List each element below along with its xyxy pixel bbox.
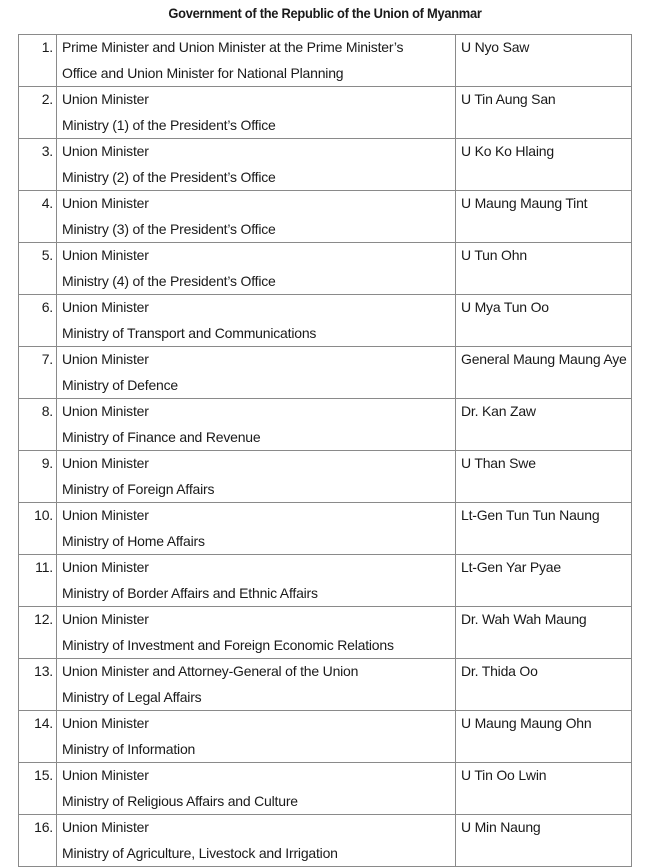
position-title: Union Minister [62,559,149,575]
ministry-name: Ministry (2) of the President’s Office [62,168,276,185]
minister-name: U Maung Maung Tint [456,191,632,243]
row-number: 5. [19,243,57,295]
table-row [19,347,632,399]
position-title: Union Minister [62,403,149,419]
table-row [19,191,632,243]
position-cell [57,243,456,295]
position-title: Union Minister [62,611,149,627]
row-number: 13. [19,659,57,711]
table-row [19,243,632,295]
position-title: Union Minister [62,247,149,263]
table-row [19,711,632,763]
row-number: 16. [19,815,57,867]
table-row [19,607,632,659]
minister-name: U Maung Maung Ohn [456,711,632,763]
position-cell [57,191,456,243]
table-row [19,815,632,867]
row-number: 1. [19,35,57,87]
position-title: Union Minister [62,195,149,211]
ministry-name: Ministry of Investment and Foreign Economic Relations [62,636,394,653]
ministry-name: Ministry of Religious Affairs and Culture [62,792,298,809]
table-row [19,87,632,139]
position-title: Union Minister [62,507,149,523]
ministry-name: Ministry (4) of the President’s Office [62,272,276,289]
ministry-name: Ministry (3) of the President’s Office [62,220,276,237]
position-cell [57,607,456,659]
ministry-name: Ministry of Transport and Communications [62,324,317,341]
table-row [19,35,632,87]
position-title: Prime Minister and Union Minister at the Prime Minister’s [62,39,404,55]
minister-name: U Min Naung [456,815,632,867]
ministry-name: Office and Union Minister for National Planning [62,64,344,81]
position-cell [57,295,456,347]
position-title: Union Minister and Attorney-General of the Union [62,663,359,679]
minister-name: Dr. Wah Wah Maung [456,607,632,659]
position-cell [57,139,456,191]
ministry-name: Ministry of Information [62,740,196,757]
position-cell [57,711,456,763]
ministry-name: Ministry (1) of the President’s Office [62,116,276,133]
position-cell [57,35,456,87]
minister-name: U Ko Ko Hlaing [456,139,632,191]
position-cell [57,399,456,451]
minister-name: Lt-Gen Yar Pyae [456,555,632,607]
row-number: 7. [19,347,57,399]
row-number: 12. [19,607,57,659]
position-title: Union Minister [62,91,149,107]
minister-name: U Tun Ohn [456,243,632,295]
minister-name: U Mya Tun Oo [456,295,632,347]
position-title: Union Minister [62,819,149,835]
ministry-name: Ministry of Finance and Revenue [62,428,261,445]
position-title: Union Minister [62,455,149,471]
position-title: Union Minister [62,715,149,731]
row-number: 2. [19,87,57,139]
position-cell [57,87,456,139]
row-number: 14. [19,711,57,763]
minister-name: Dr. Kan Zaw [456,399,632,451]
minister-name: U Tin Oo Lwin [456,763,632,815]
row-number: 15. [19,763,57,815]
ministry-name: Ministry of Legal Affairs [62,688,202,705]
position-cell [57,451,456,503]
minister-name: U Than Swe [456,451,632,503]
ministry-name: Ministry of Border Affairs and Ethnic Affairs [62,584,318,601]
table-row [19,295,632,347]
ministry-name: Ministry of Agriculture, Livestock and Irrigation [62,844,338,861]
minister-name: Lt-Gen Tun Tun Naung [456,503,632,555]
table-row [19,555,632,607]
row-number: 8. [19,399,57,451]
table-row [19,139,632,191]
table-row [19,763,632,815]
minister-name: U Nyo Saw [456,35,632,87]
table-row [19,451,632,503]
table-row [19,399,632,451]
position-title: Union Minister [62,351,149,367]
table-row [19,659,632,711]
position-cell [57,555,456,607]
position-cell [57,347,456,399]
table-row [19,503,632,555]
minister-name: U Tin Aung San [456,87,632,139]
ministry-name: Ministry of Foreign Affairs [62,480,215,497]
row-number: 3. [19,139,57,191]
ministry-name: Ministry of Defence [62,376,179,393]
minister-name: Dr. Thida Oo [456,659,632,711]
position-cell [57,503,456,555]
row-number: 10. [19,503,57,555]
ministry-name: Ministry of Home Affairs [62,532,205,549]
row-number: 4. [19,191,57,243]
position-title: Union Minister [62,299,149,315]
document-title: Government of the Republic of the Union of Myanmar [168,5,482,21]
position-title: Union Minister [62,143,149,159]
position-cell [57,763,456,815]
ministers-table [18,34,632,867]
row-number: 9. [19,451,57,503]
row-number: 6. [19,295,57,347]
minister-name: General Maung Maung Aye [456,347,632,399]
position-cell [57,659,456,711]
position-title: Union Minister [62,767,149,783]
position-cell [57,815,456,867]
row-number: 11. [19,555,57,607]
